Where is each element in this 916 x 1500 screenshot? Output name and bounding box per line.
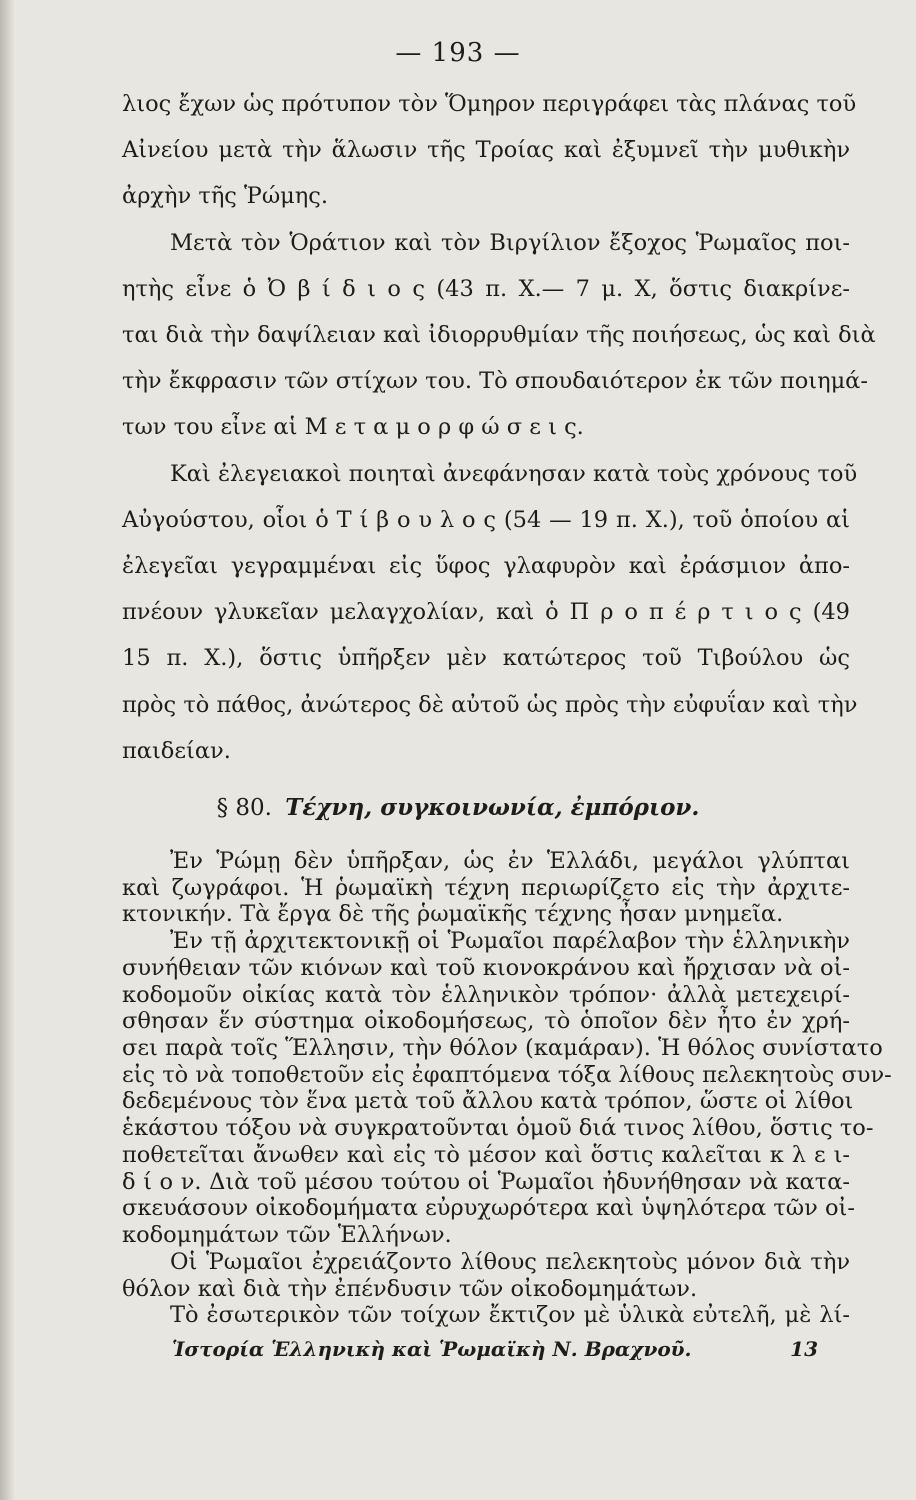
text-line: Μετὰ τὸν Ὁράτιον καὶ τὸν Βιργίλιον ἔξοχος Ῥωμαῖος ποι-: [170, 229, 850, 256]
text-line: ποθετεῖται ἄνωθεν καὶ εἰς τὸ μέσον καὶ ὅστις καλεῖται κ λ ε ι-: [122, 1142, 850, 1168]
text-line: δεδεμένους τὸν ἕνα μετὰ τοῦ ἄλλου κατὰ τρόπον, ὥστε οἱ λίθοι: [122, 1088, 854, 1114]
section-heading: [0, 794, 916, 821]
text-line: Οἱ Ῥωμαῖοι ἐχρειάζοντο λίθους πελεκητοὺς μόνον διὰ τὴν: [170, 1249, 850, 1275]
text-line: εἰς τὸ νὰ τοποθετοῦν εἰς ἐφαπτόμενα τόξα λίθους πελεκητοὺς συν-: [122, 1062, 892, 1088]
text-line: πνέουν γλυκεῖαν μελαγχολίαν, καὶ ὁ Π ρ ο π έ ρ τ ι ο ς (49: [122, 599, 850, 626]
text-line: 15 π. Χ.), ὅστις ὑπῆρξεν μὲν κατώτερος τοῦ Τιβούλου ὡς: [122, 645, 850, 672]
text-line: Αἰνείου μετὰ τὴν ἅλωσιν τῆς Τροίας καὶ ἐξυμνεῖ τὴν μυθικὴν: [122, 137, 850, 164]
text-line: σθησαν ἕν σύστημα οἰκοδομήσεως, τὸ ὁποῖον δὲν ἦτο ἐν χρή-: [122, 1008, 850, 1034]
text-line: σκευάσουν οἰκοδομήματα εὐρυχωρότερα καὶ ὑψηλότερα τῶν οἰ-: [122, 1195, 855, 1221]
footer-text: Ἱστορία Ἑλληνικὴ καὶ Ῥωμαϊκὴ Ν. Βραχνοῦ.: [172, 1337, 692, 1361]
text-line: κτονικήν. Τὰ ἔργα δὲ τῆς ῥωμαϊκῆς τέχνης ἦσαν μνημεῖα.: [122, 901, 784, 927]
text-line: Αὐγούστου, οἷοι ὁ Τ ί β ο υ λ ο ς (54 — 19 π. Χ.), τοῦ ὁποίου αἱ: [122, 506, 850, 533]
text-line: πρὸς τὸ πάθος, ἀνώτερος δὲ αὐτοῦ ὡς πρὸς τὴν εὐφυΐαν καὶ τὴν: [122, 691, 858, 718]
section-title: Τέχνη, συγκοινωνία, ἐμπόριον.: [285, 794, 700, 821]
text-line: καὶ ζωγράφοι. Ἡ ῥωμαϊκὴ τέχνη περιωρίζετο εἰς τὴν ἀρχιτε-: [122, 875, 850, 901]
text-line: λιος ἔχων ὡς πρότυπον τὸν Ὅμηρον περιγράφει τὰς πλάνας τοῦ: [122, 91, 857, 117]
page-edge-shadow: [0, 0, 14, 1500]
text-line: σει παρὰ τοῖς Ἕλλησιν, τὴν θόλον (καμάραν). Ἡ θόλος συνίστατο: [122, 1035, 883, 1061]
text-line: συνήθειαν τῶν κιόνων καὶ τοῦ κιονοκράνου καὶ ἤρχισαν νὰ οἰ-: [122, 955, 850, 981]
text-line: ἀρχὴν τῆς Ῥώμης.: [122, 183, 329, 210]
text-line: κοδομημάτων τῶν Ἑλλήνων.: [122, 1222, 452, 1248]
text-line: παιδείαν.: [122, 737, 231, 764]
text-line: Καὶ ἐλεγειακοὶ ποιηταὶ ἀνεφάνησαν κατὰ τοὺς χρόνους τοῦ: [170, 460, 858, 487]
text-line: Ἐν τῇ ἀρχιτεκτονικῇ οἱ Ῥωμαῖοι παρέλαβον τὴν ἑλληνικὴν: [170, 928, 850, 954]
page-number: — 193 —: [395, 38, 521, 68]
text-line: τὴν ἔκφρασιν τῶν στίχων του. Τὸ σπουδαιότερον ἐκ τῶν ποιημά-: [122, 368, 868, 395]
text-line: ται διὰ τὴν δαψίλειαν καὶ ἰδιορρυθμίαν τῆς ποιήσεως, ὡς καὶ διὰ: [122, 322, 876, 348]
text-line: ητὴς εἶνε ὁ Ὀ β ί δ ι ο ς (43 π. Χ.— 7 μ. Χ, ὅστις διακρίνε-: [122, 275, 850, 302]
text-line: Τὸ ἐσωτερικὸν τῶν τοίχων ἔκτιζον μὲ ὑλικὰ εὐτελῆ, μὲ λί-: [170, 1302, 850, 1328]
signature-mark: 13: [790, 1337, 818, 1361]
text-line: Ἐν Ῥώμῃ δὲν ὑπῆρξαν, ὡς ἐν Ἑλλάδι, μεγάλοι γλύπται: [170, 848, 850, 874]
page-footer: [172, 1337, 818, 1361]
section-number: § 80.: [216, 795, 272, 821]
text-line: των του εἶνε αἱ Μ ε τ α μ ο ρ φ ώ σ ε ι ς.: [122, 414, 584, 441]
text-line: θόλον καὶ διὰ τὴν ἐπένδυσιν τῶν οἰκοδομημάτων.: [122, 1276, 698, 1302]
text-line: ἐλεγεῖαι γεγραμμέναι εἰς ὕφος γλαφυρὸν καὶ ἐράσμιον ἀπο-: [122, 553, 850, 579]
text-line: ἑκάστου τόξου νὰ συγκρατοῦνται ὁμοῦ διά τινος λίθου, ὅστις το-: [122, 1115, 874, 1141]
text-line: δ ί ο ν. Διὰ τοῦ μέσου τούτου οἱ Ῥωμαῖοι ἠδυνήθησαν νὰ κατα-: [122, 1169, 850, 1195]
text-line: κοδομοῦν οἰκίας κατὰ τὸν ἑλληνικὸν τρόπον· ἀλλὰ μετεχειρί-: [122, 982, 850, 1008]
